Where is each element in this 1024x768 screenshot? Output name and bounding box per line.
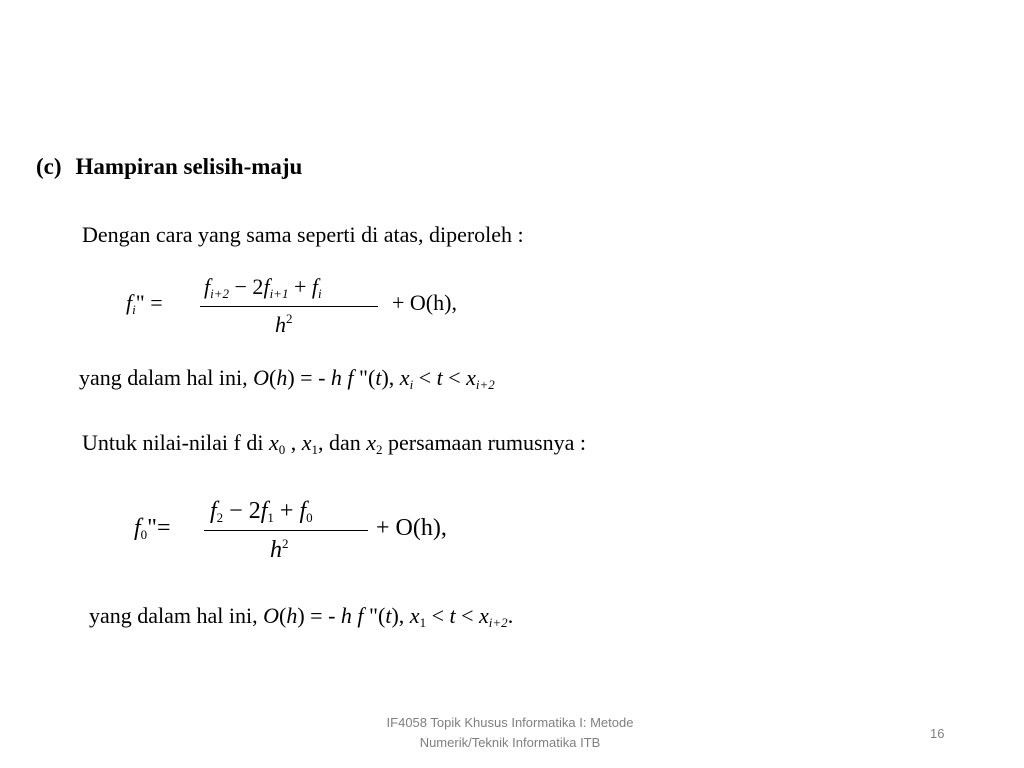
equation-2-tail: + O(h), bbox=[376, 515, 447, 541]
equation-2-numerator: $f_2 - 2f_1 + f_0$ bbox=[210, 498, 313, 525]
footer-course bbox=[330, 713, 690, 753]
equation-1-numerator: $f_{i+2} - 2f_{i+1} + f_i$ bbox=[204, 274, 322, 301]
intro-text: Dengan cara yang sama seperti di atas, diperoleh : bbox=[82, 222, 524, 247]
equation-2-denominator: $h^2$ bbox=[270, 536, 289, 563]
where-line-2: yang dalam hal ini, O(h) = - h f "(t), $x_1 < t < x_{i+2}$. bbox=[89, 603, 514, 630]
where-line-1: yang dalam hal ini, O(h) = - h f "(t), $x_i < t < x_{i+2}$ bbox=[79, 365, 495, 392]
section-heading bbox=[36, 154, 302, 180]
equation-1-denominator: $h^2$ bbox=[275, 311, 293, 337]
section-label: (c) bbox=[36, 154, 62, 179]
footer-line-1: IF4058 Topik Khusus Informatika I: Metode bbox=[386, 715, 634, 730]
equation-2-fraction-bar bbox=[204, 530, 368, 531]
equation-2-lhs: $f_0"=$ bbox=[134, 515, 171, 542]
equation-1-tail: + O(h), bbox=[392, 290, 457, 315]
page-number: 16 bbox=[930, 726, 945, 741]
section-title: Hampiran selisih-maju bbox=[75, 154, 303, 179]
nodes-text: Untuk nilai-nilai f di $x_0$ , $x_1$, dan $x_2$ persamaan rumusnya : bbox=[82, 430, 586, 457]
footer-line-2: Numerik/Teknik Informatika ITB bbox=[419, 735, 601, 750]
equation-1-fraction-bar bbox=[200, 306, 378, 307]
equation-1-lhs: $f_i$" = bbox=[126, 290, 163, 317]
